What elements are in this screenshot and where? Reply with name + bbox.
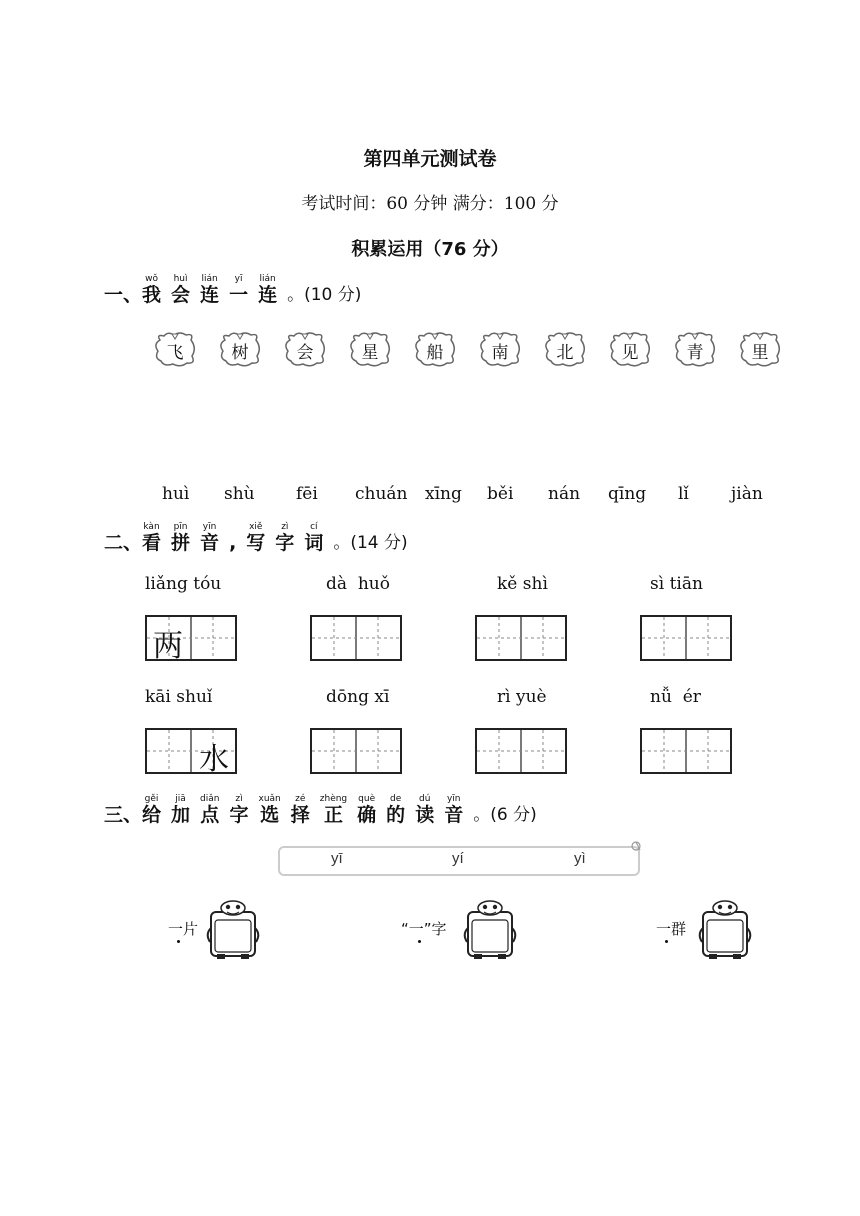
example-word: 一群: [656, 920, 687, 938]
cartoon-box-icon: [205, 898, 261, 960]
q2-heading: [104, 522, 408, 554]
character-bubble[interactable]: [672, 330, 718, 370]
heading-character: 我: [142, 284, 162, 306]
pinyin-option[interactable]: běi: [487, 484, 514, 504]
character-bubble[interactable]: [607, 330, 653, 370]
heading-character: 会: [171, 284, 191, 306]
filled-character: 两: [153, 629, 183, 664]
q2-heading-word: [142, 522, 161, 554]
q2-heading-word: [304, 522, 323, 554]
option-yi2: yí: [452, 850, 464, 867]
pinyin-option[interactable]: jiàn: [731, 484, 763, 504]
page-title: 第四单元测试卷: [363, 148, 497, 170]
q1-heading-word: [200, 274, 219, 306]
emphasis-dot: [177, 940, 180, 943]
heading-character: 一: [229, 284, 249, 306]
pinyin-annotation: què: [358, 794, 376, 804]
q1-number: 一、: [104, 284, 143, 306]
q2-heading-word: [200, 522, 219, 554]
heading-character: 音: [444, 804, 464, 826]
bubble-character: 南: [491, 343, 509, 363]
heading-character: 字: [275, 532, 295, 554]
pinyin-annotation: zhèng: [319, 794, 348, 804]
q3-heading-word: [142, 794, 161, 826]
pinyin-option[interactable]: fēi: [296, 484, 318, 504]
emphasis-dot: [665, 940, 668, 943]
q3-heading-word: [291, 794, 310, 826]
heading-character: 写: [246, 532, 266, 554]
q2-heading-word: [171, 522, 190, 554]
q1-points: 。(10 分): [287, 285, 362, 305]
character-bubble[interactable]: [737, 330, 783, 370]
q3-number: 三、: [104, 804, 143, 826]
heading-character: ,: [229, 532, 237, 554]
pinyin-option[interactable]: shù: [224, 484, 255, 504]
q1-heading-word: [142, 274, 161, 306]
q3-heading-word: [444, 794, 463, 826]
q3-points: 。(6 分): [473, 805, 537, 825]
pinyin-annotation: zì: [235, 794, 243, 804]
word-pinyin: sì tiān: [650, 574, 703, 594]
q3-heading-word: [171, 794, 190, 826]
q3-heading-word: [415, 794, 434, 826]
grid-guides: [477, 617, 565, 659]
pinyin-option[interactable]: chuán: [355, 484, 408, 504]
pinyin-option[interactable]: xīng: [425, 484, 462, 504]
q2-heading-word: [275, 522, 294, 554]
grid-guides: [642, 617, 730, 659]
pinyin-annotation: gěi: [144, 794, 159, 804]
pinyin-annotation: lián: [201, 274, 218, 284]
writing-grid[interactable]: [145, 728, 237, 777]
grid-guides: [477, 730, 565, 772]
pinyin-option[interactable]: lǐ: [678, 484, 689, 504]
heading-character: 确: [357, 804, 377, 826]
q2-points: 。(14 分): [333, 533, 408, 553]
pinyin-annotation: kàn: [143, 522, 160, 532]
pinyin-annotation: zì: [281, 522, 289, 532]
character-bubble[interactable]: [347, 330, 393, 370]
pinyin-option[interactable]: huì: [162, 484, 190, 504]
option-yi4: yì: [574, 850, 586, 867]
heading-character: 连: [200, 284, 220, 306]
heading-character: 点: [200, 804, 220, 826]
pinyin-annotation: yīn: [446, 794, 461, 804]
writing-grid[interactable]: [475, 615, 567, 661]
filled-character: 水: [199, 742, 229, 777]
heading-character: 读: [415, 804, 435, 826]
section-heading: 积累运用（76 分）: [351, 239, 509, 260]
pinyin-option[interactable]: qīng: [608, 484, 647, 504]
bubble-character: 北: [556, 343, 574, 363]
bubble-character: 青: [686, 343, 704, 363]
writing-grid[interactable]: [145, 615, 237, 664]
example-word: “一”字: [401, 920, 447, 938]
pinyin-annotation: huì: [173, 274, 188, 284]
grid-guides: [312, 617, 400, 659]
example-word: 一片: [168, 920, 199, 938]
writing-grid[interactable]: [640, 615, 732, 661]
bubble-character: 会: [296, 343, 314, 363]
q1-heading: [104, 274, 361, 306]
character-bubble[interactable]: [282, 330, 328, 370]
word-pinyin: kě shì: [497, 574, 548, 594]
word-pinyin: rì yuè: [497, 687, 547, 707]
answer-box-character[interactable]: [205, 898, 261, 964]
heading-character: 拼: [171, 532, 191, 554]
writing-grid[interactable]: [310, 615, 402, 661]
q1-heading-word: [258, 274, 277, 306]
pinyin-annotation: dú: [418, 794, 431, 804]
heading-character: 给: [142, 804, 162, 826]
character-bubble[interactable]: [542, 330, 588, 370]
q2-number: 二、: [104, 532, 143, 554]
clip-icon: [630, 840, 644, 854]
character-bubble[interactable]: [477, 330, 523, 370]
grid-guides: [312, 730, 400, 772]
q1-heading-word: [229, 274, 248, 306]
bubble-character: 里: [751, 343, 769, 363]
q2-heading-word: [229, 522, 236, 554]
pinyin-annotation: pīn: [173, 522, 188, 532]
heading-character: 字: [229, 804, 249, 826]
grid-guides: [642, 730, 730, 772]
word-pinyin: kāi shuǐ: [145, 687, 213, 707]
q3-heading-word: [229, 794, 248, 826]
heading-character: 正: [323, 804, 343, 826]
pinyin-annotation: xiě: [249, 522, 263, 532]
heading-character: 的: [386, 804, 406, 826]
pinyin-annotation: jiā: [175, 794, 186, 804]
heading-character: 词: [304, 532, 324, 554]
bubble-character: 飞: [166, 343, 184, 363]
character-bubble[interactable]: [412, 330, 458, 370]
pinyin-annotation: de: [390, 794, 402, 804]
answer-box-character[interactable]: [462, 898, 518, 964]
writing-grid[interactable]: [310, 728, 402, 774]
bubble-character: 星: [361, 343, 379, 363]
option-yi1: yī: [331, 850, 343, 867]
q3-heading-word: [200, 794, 219, 826]
bubble-character: 树: [231, 343, 249, 363]
q3-heading-word: [320, 794, 347, 826]
heading-character: 音: [200, 532, 220, 554]
pinyin-annotation: cí: [310, 522, 318, 532]
cartoon-box-icon: [462, 898, 518, 960]
character-bubble[interactable]: [152, 330, 198, 370]
pinyin-annotation: diǎn: [200, 794, 220, 804]
emphasis-dot: [418, 940, 421, 943]
q3-heading-word: [386, 794, 405, 826]
word-pinyin: dà huǒ: [326, 574, 390, 594]
heading-character: 加: [171, 804, 191, 826]
writing-grid[interactable]: [640, 728, 732, 774]
heading-character: 择: [290, 804, 310, 826]
word-pinyin: dōng xī: [326, 687, 390, 707]
heading-character: 连: [258, 284, 278, 306]
cartoon-box-icon: [697, 898, 753, 960]
q3-heading-word: [357, 794, 376, 826]
heading-character: 看: [142, 532, 162, 554]
answer-box-character[interactable]: [697, 898, 753, 964]
q3-heading-word: [259, 794, 281, 826]
q1-heading-word: [171, 274, 190, 306]
word-pinyin: liǎng tóu: [145, 574, 222, 594]
pinyin-annotation: lián: [259, 274, 276, 284]
bubble-character: 船: [426, 343, 444, 363]
heading-character: 选: [260, 804, 280, 826]
character-bubble[interactable]: [217, 330, 263, 370]
q2-heading-word: [246, 522, 265, 554]
pinyin-annotation: yī: [234, 274, 243, 284]
exam-meta: 考试时间：60 分钟 满分：100 分: [301, 194, 559, 214]
pinyin-option[interactable]: nán: [548, 484, 581, 504]
word-pinyin: nǚ ér: [650, 687, 701, 707]
pinyin-annotation: xuǎn: [258, 794, 281, 804]
pinyin-annotation: wǒ: [145, 274, 158, 284]
q3-heading: [104, 794, 537, 826]
writing-grid[interactable]: [475, 728, 567, 774]
bubble-character: 见: [621, 343, 639, 363]
pinyin-annotation: yīn: [202, 522, 217, 532]
pinyin-annotation: zé: [295, 794, 306, 804]
